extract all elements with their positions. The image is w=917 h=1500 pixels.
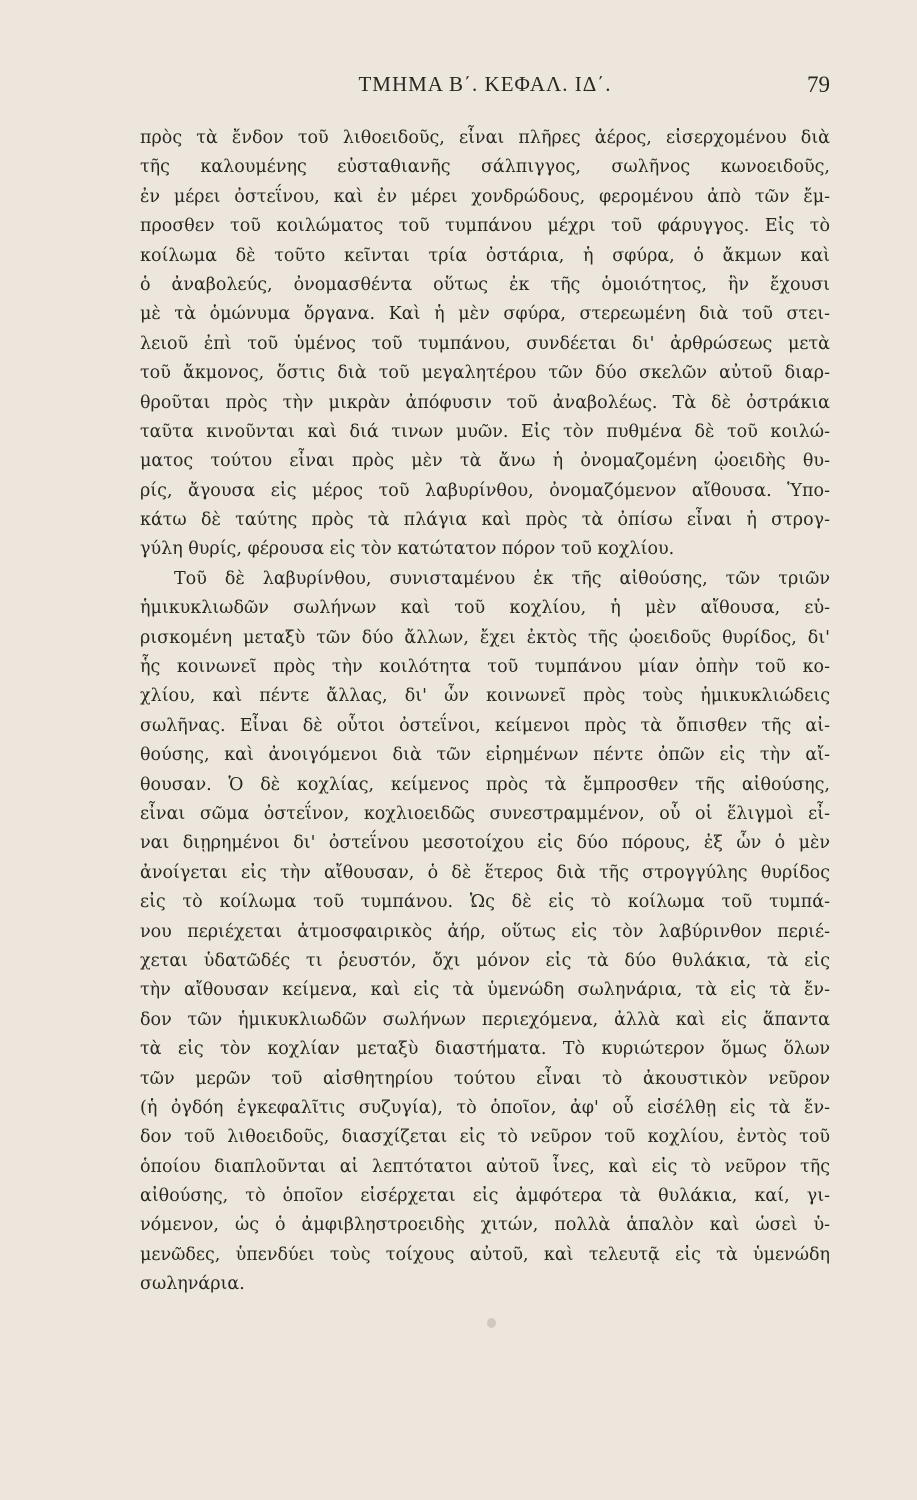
text-line: ρισκομένη μεταξὺ τῶν δύο ἄλλων, ἔχει ἐκτὸς τῆς ᾠοειδοῦς θυρίδος, δι' [140,627,830,648]
text-line: ἀνοίγεται εἰς τὴν αἴθουσαν, ὁ δὲ ἕτερος διὰ τῆς στρογγύλης θυρίδος [140,862,830,883]
text-line: ἡμικυκλιωδῶν σωλήνων καὶ τοῦ κοχλίου, ἡ μὲν αἴθουσα, εὑ- [140,598,830,619]
text-line: πρὸς τὰ ἔνδον τοῦ λιθοειδοῦς, εἶναι πλῆρες ἀέρος, εἰσερχομένου διὰ [140,128,830,148]
text-line: δον τοῦ λιθοειδοῦς, διασχίζεται εἰς τὸ νεῦρον τοῦ κοχλίου, ἐντὸς τοῦ [140,1127,830,1148]
text-line: μὲ τὰ ὁμώνυμα ὄργανα. Καὶ ἡ μὲν σφύρα, στερεωμένη διὰ τοῦ στει- [140,304,830,325]
page-number: 79 [807,72,830,97]
text-line: κάτω δὲ ταύτης πρὸς τὰ πλάγια καὶ πρὸς τὰ ὀπίσω εἶναι ἡ στρογ- [140,510,830,531]
running-head: ΤΜΗΜΑ Β΄. ΚΕΦΑΛ. ΙΔ΄. [358,72,612,96]
text-line: θουσαν. Ὁ δὲ κοχλίας, κείμενος πρὸς τὰ ἔμπροσθεν τῆς αἰθούσης, [140,774,830,795]
text-line: ρίς, ἄγουσα εἰς μέρος τοῦ λαβυρίνθου, ὀνομαζόμενον αἴθουσα. Ὑπο- [140,480,830,501]
text-line: μενῶδες, ὑπενδύει τοὺς τοίχους αὐτοῦ, καὶ τελευτᾷ εἰς τὰ ὑμενώδη [140,1244,830,1265]
text-line: προσθεν τοῦ κοιλώματος τοῦ τυμπάνου μέχρι τοῦ φάρυγγος. Εἰς τὸ [140,216,830,237]
text-line: γύλη θυρίς, φέρουσα εἰς τὸν κατώτατον πόρον τοῦ κοχλίου. [140,539,675,560]
text-line: τοῦ ἄκμονος, ὅστις διὰ τοῦ μεγαλητέρου τῶν δύο σκελῶν αὐτοῦ διαρ- [140,363,830,384]
text-line: ναι διῃρημένοι δι' ὀστεΐνου μεσοτοίχου εἰς δύο πόρους, ἐξ ὧν ὁ μὲν [140,833,830,854]
text-line: τῆς καλουμένης εὐσταθιανῆς σάλπιγγος, σωλῆνος κωνοειδοῦς, [140,157,830,178]
text-line: χλίου, καὶ πέντε ἄλλας, δι' ὧν κοινωνεῖ πρὸς τοὺς ἡμικυκλιώδεις [140,686,830,707]
text-line: δον τῶν ἡμικυκλιωδῶν σωλήνων περιεχόμενα, ἀλλὰ καὶ εἰς ἅπαντα [140,1009,830,1030]
text-line: Τοῦ δὲ λαβυρίνθου, συνισταμένου ἐκ τῆς αἰθούσης, τῶν τριῶν [174,568,830,589]
text-line: ματος τούτου εἶναι πρὸς μὲν τὰ ἄνω ἡ ὀνομαζομένη ᾠοειδὴς θυ- [140,451,830,472]
text-line: ταῦτα κινοῦνται καὶ διά τινων μυῶν. Εἰς τὸν πυθμένα δὲ τοῦ κοιλώ- [140,421,830,442]
text-line: (ἡ ὀγδόη ἐγκεφαλῖτις συζυγία), τὸ ὁποῖον, ἀφ' οὗ εἰσέλθῃ εἰς τὰ ἔν- [140,1097,830,1118]
text-line: σωληνάρια. [140,1274,245,1295]
body-text [140,124,830,1300]
text-line: τὴν αἴθουσαν κείμενα, καὶ εἰς τὰ ὑμενώδη σωληνάρια, τὰ εἰς τὰ ἔν- [140,980,830,1001]
text-line: τὰ εἰς τὸν κοχλίαν μεταξὺ διαστήματα. Τὸ κυριώτερον ὅμως ὅλων [140,1039,830,1060]
text-line: εἶναι σῶμα ὀστεΐνον, κοχλιοειδῶς συνεστραμμένον, οὗ οἱ ἕλιγμοὶ εἶ- [140,803,830,824]
text-line: ὁποίου διαπλοῦνται αἱ λεπτότατοι αὐτοῦ ἶνες, καὶ εἰς τὸ νεῦρον τῆς [140,1156,830,1177]
text-line: ὁ ἀναβολεύς, ὀνομασθέντα οὕτως ἐκ τῆς ὁμοιότητος, ἣν ἔχουσι [140,274,830,295]
text-line: εἰς τὸ κοίλωμα τοῦ τυμπάνου. Ὡς δὲ εἰς τὸ κοίλωμα τοῦ τυμπά- [140,892,830,913]
text-line: αἰθούσης, τὸ ὁποῖον εἰσέρχεται εἰς ἀμφότερα τὰ θυλάκια, καί, γι- [140,1186,830,1207]
text-line: νου περιέχεται ἀτμοσφαιρικὸς ἀήρ, οὕτως εἰς τὸν λαβύρινθον περιέ- [140,921,830,942]
text-line: ἧς κοινωνεῖ πρὸς τὴν κοιλότητα τοῦ τυμπάνου μίαν ὀπὴν τοῦ κο- [140,657,830,678]
page-header [140,72,830,102]
text-line: λειοῦ ἐπὶ τοῦ ὑμένος τοῦ τυμπάνου, συνδέεται δι' ἀρθρώσεως μετὰ [140,333,830,354]
text-line: κοίλωμα δὲ τοῦτο κεῖνται τρία ὀστάρια, ἡ σφύρα, ὁ ἄκμων καὶ [140,245,830,266]
ink-blot [487,1318,496,1328]
text-line: χεται ὑδατῶδές τι ῥευστόν, ὄχι μόνον εἰς τὰ δύο θυλάκια, τὰ εἰς [140,950,830,971]
text-line: τῶν μερῶν τοῦ αἰσθητηρίου τούτου εἶναι τὸ ἀκουστικὸν νεῦρον [140,1068,830,1089]
text-line: θροῦται πρὸς τὴν μικρὰν ἀπόφυσιν τοῦ ἀναβολέως. Τὰ δὲ ὀστράκια [140,392,830,413]
text-line: σωλῆνας. Εἶναι δὲ οὗτοι ὀστεΐνοι, κείμενοι πρὸς τὰ ὄπισθεν τῆς αἰ- [140,715,830,736]
text-line: νόμενον, ὡς ὁ ἀμφιβληστροειδὴς χιτών, πολλὰ ἁπαλὸν καὶ ὡσεὶ ὑ- [140,1215,830,1236]
text-line: θούσης, καὶ ἀνοιγόμενοι διὰ τῶν εἰρημένων πέντε ὀπῶν εἰς τὴν αἴ- [140,745,830,766]
text-line: ἐν μέρει ὀστεΐνου, καὶ ἐν μέρει χονδρώδους, φερομένου ἀπὸ τῶν ἔμ- [140,186,830,207]
